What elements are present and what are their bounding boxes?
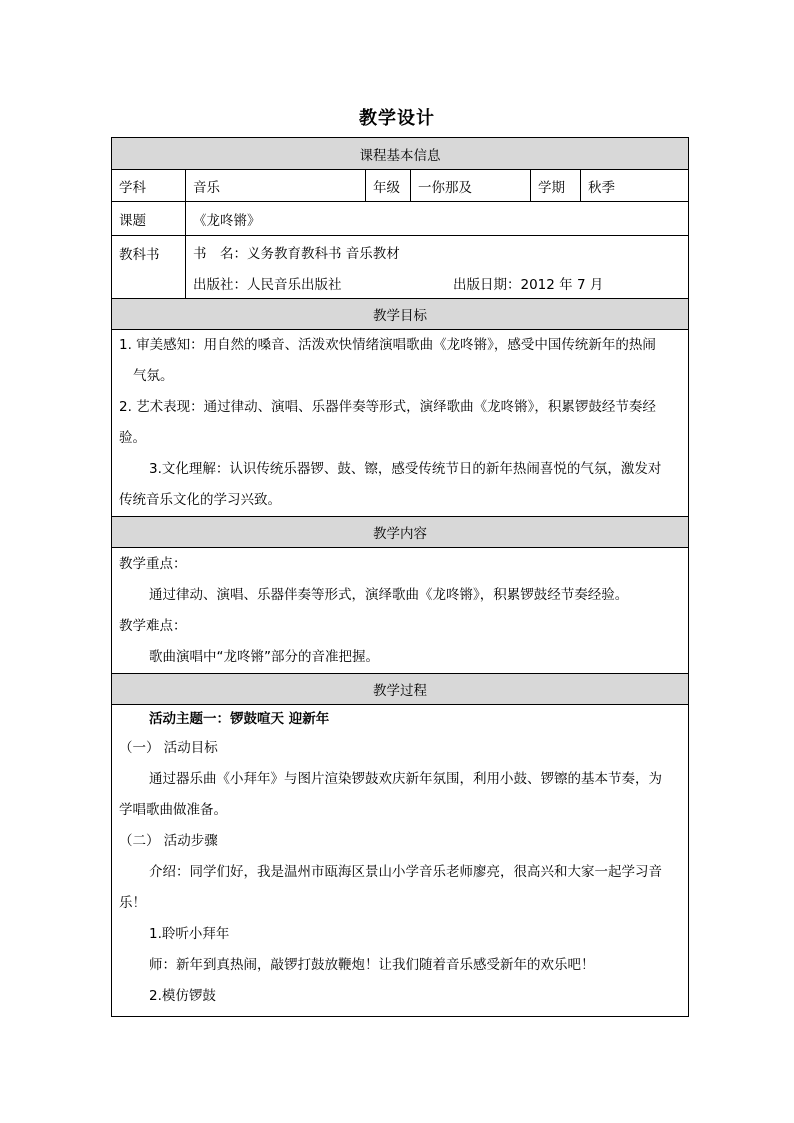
lesson-plan-table [111, 137, 689, 1017]
key-point-text: 通过律动、演唱、乐器伴奏等形式，演绎歌曲《龙咚锵》，积累锣鼓经节奏经验。 [149, 586, 629, 603]
step-1: 1.聆听小拜年 [149, 926, 230, 942]
objective-2-line-1: 2. 艺术表现：通过律动、演唱、乐器伴奏等形式，演绎歌曲《龙咚锵》，积累锣鼓经节奏经 [119, 399, 656, 415]
lesson-value: 《龙咚锵》 [186, 202, 689, 236]
term-label: 学期 [531, 170, 581, 202]
intro-line-2: 乐！ [119, 895, 146, 911]
publish-date: 出版日期：2012 年 7 月 [453, 276, 604, 293]
textbook-info [186, 236, 689, 299]
document-title: 教学设计 [359, 108, 435, 129]
process-body [112, 705, 689, 1017]
term-value: 秋季 [581, 170, 689, 202]
objective-1-line-2: 气氛。 [133, 368, 174, 384]
content-body [112, 548, 689, 674]
intro-line-1: 介绍：同学们好，我是温州市瓯海区景山小学音乐老师廖亮，很高兴和大家一起学习音 [149, 864, 662, 880]
difficulty-label: 教学难点： [119, 617, 187, 634]
textbook-label: 教科书 [112, 236, 186, 299]
content-header: 教学内容 [112, 517, 689, 548]
grade-label: 年级 [366, 170, 411, 202]
subject-value: 音乐 [186, 170, 366, 202]
teacher-line: 师：新年到真热闹，敲锣打鼓放鞭炮！让我们随着音乐感受新年的欢乐吧！ [149, 957, 595, 973]
steps-heading: （二） 活动步骤 [119, 833, 218, 849]
objective-3-line-2: 传统音乐文化的学习兴致。 [119, 492, 281, 508]
key-point-label: 教学重点： [119, 555, 187, 572]
publisher: 出版社：人民音乐出版社 [193, 276, 342, 293]
goal-heading: （一） 活动目标 [119, 740, 218, 756]
objective-1-line-1: 1. 审美感知：用自然的嗓音、活泼欢快情绪演唱歌曲《龙咚锵》，感受中国传统新年的热闹 [119, 337, 656, 353]
subject-label: 学科 [112, 170, 186, 202]
objectives-header: 教学目标 [112, 299, 689, 330]
goal-line-2: 学唱歌曲做准备。 [119, 802, 227, 818]
lesson-label: 课题 [112, 202, 186, 236]
textbook-name: 书 名：义务教育教科书 音乐教材 [193, 245, 400, 262]
objectives-body [112, 330, 689, 517]
objective-2-line-2: 验。 [119, 430, 146, 446]
goal-line-1: 通过器乐曲《小拜年》与图片渲染锣鼓欢庆新年氛围，利用小鼓、锣镲的基本节奏，为 [149, 771, 662, 787]
activity-theme: 活动主题一：锣鼓喧天 迎新年 [149, 711, 330, 727]
objective-3-line-1: 3.文化理解：认识传统乐器锣、鼓、镲，感受传统节日的新年热闹喜悦的气氛，激发对 [149, 461, 662, 477]
grade-value: 一你那及 [411, 170, 531, 202]
basic-info-header: 课程基本信息 [112, 138, 689, 170]
step-2: 2.模仿锣鼓 [149, 988, 216, 1004]
difficulty-text: 歌曲演唱中“龙咚锵”部分的音准把握。 [149, 648, 379, 665]
process-header: 教学过程 [112, 674, 689, 705]
